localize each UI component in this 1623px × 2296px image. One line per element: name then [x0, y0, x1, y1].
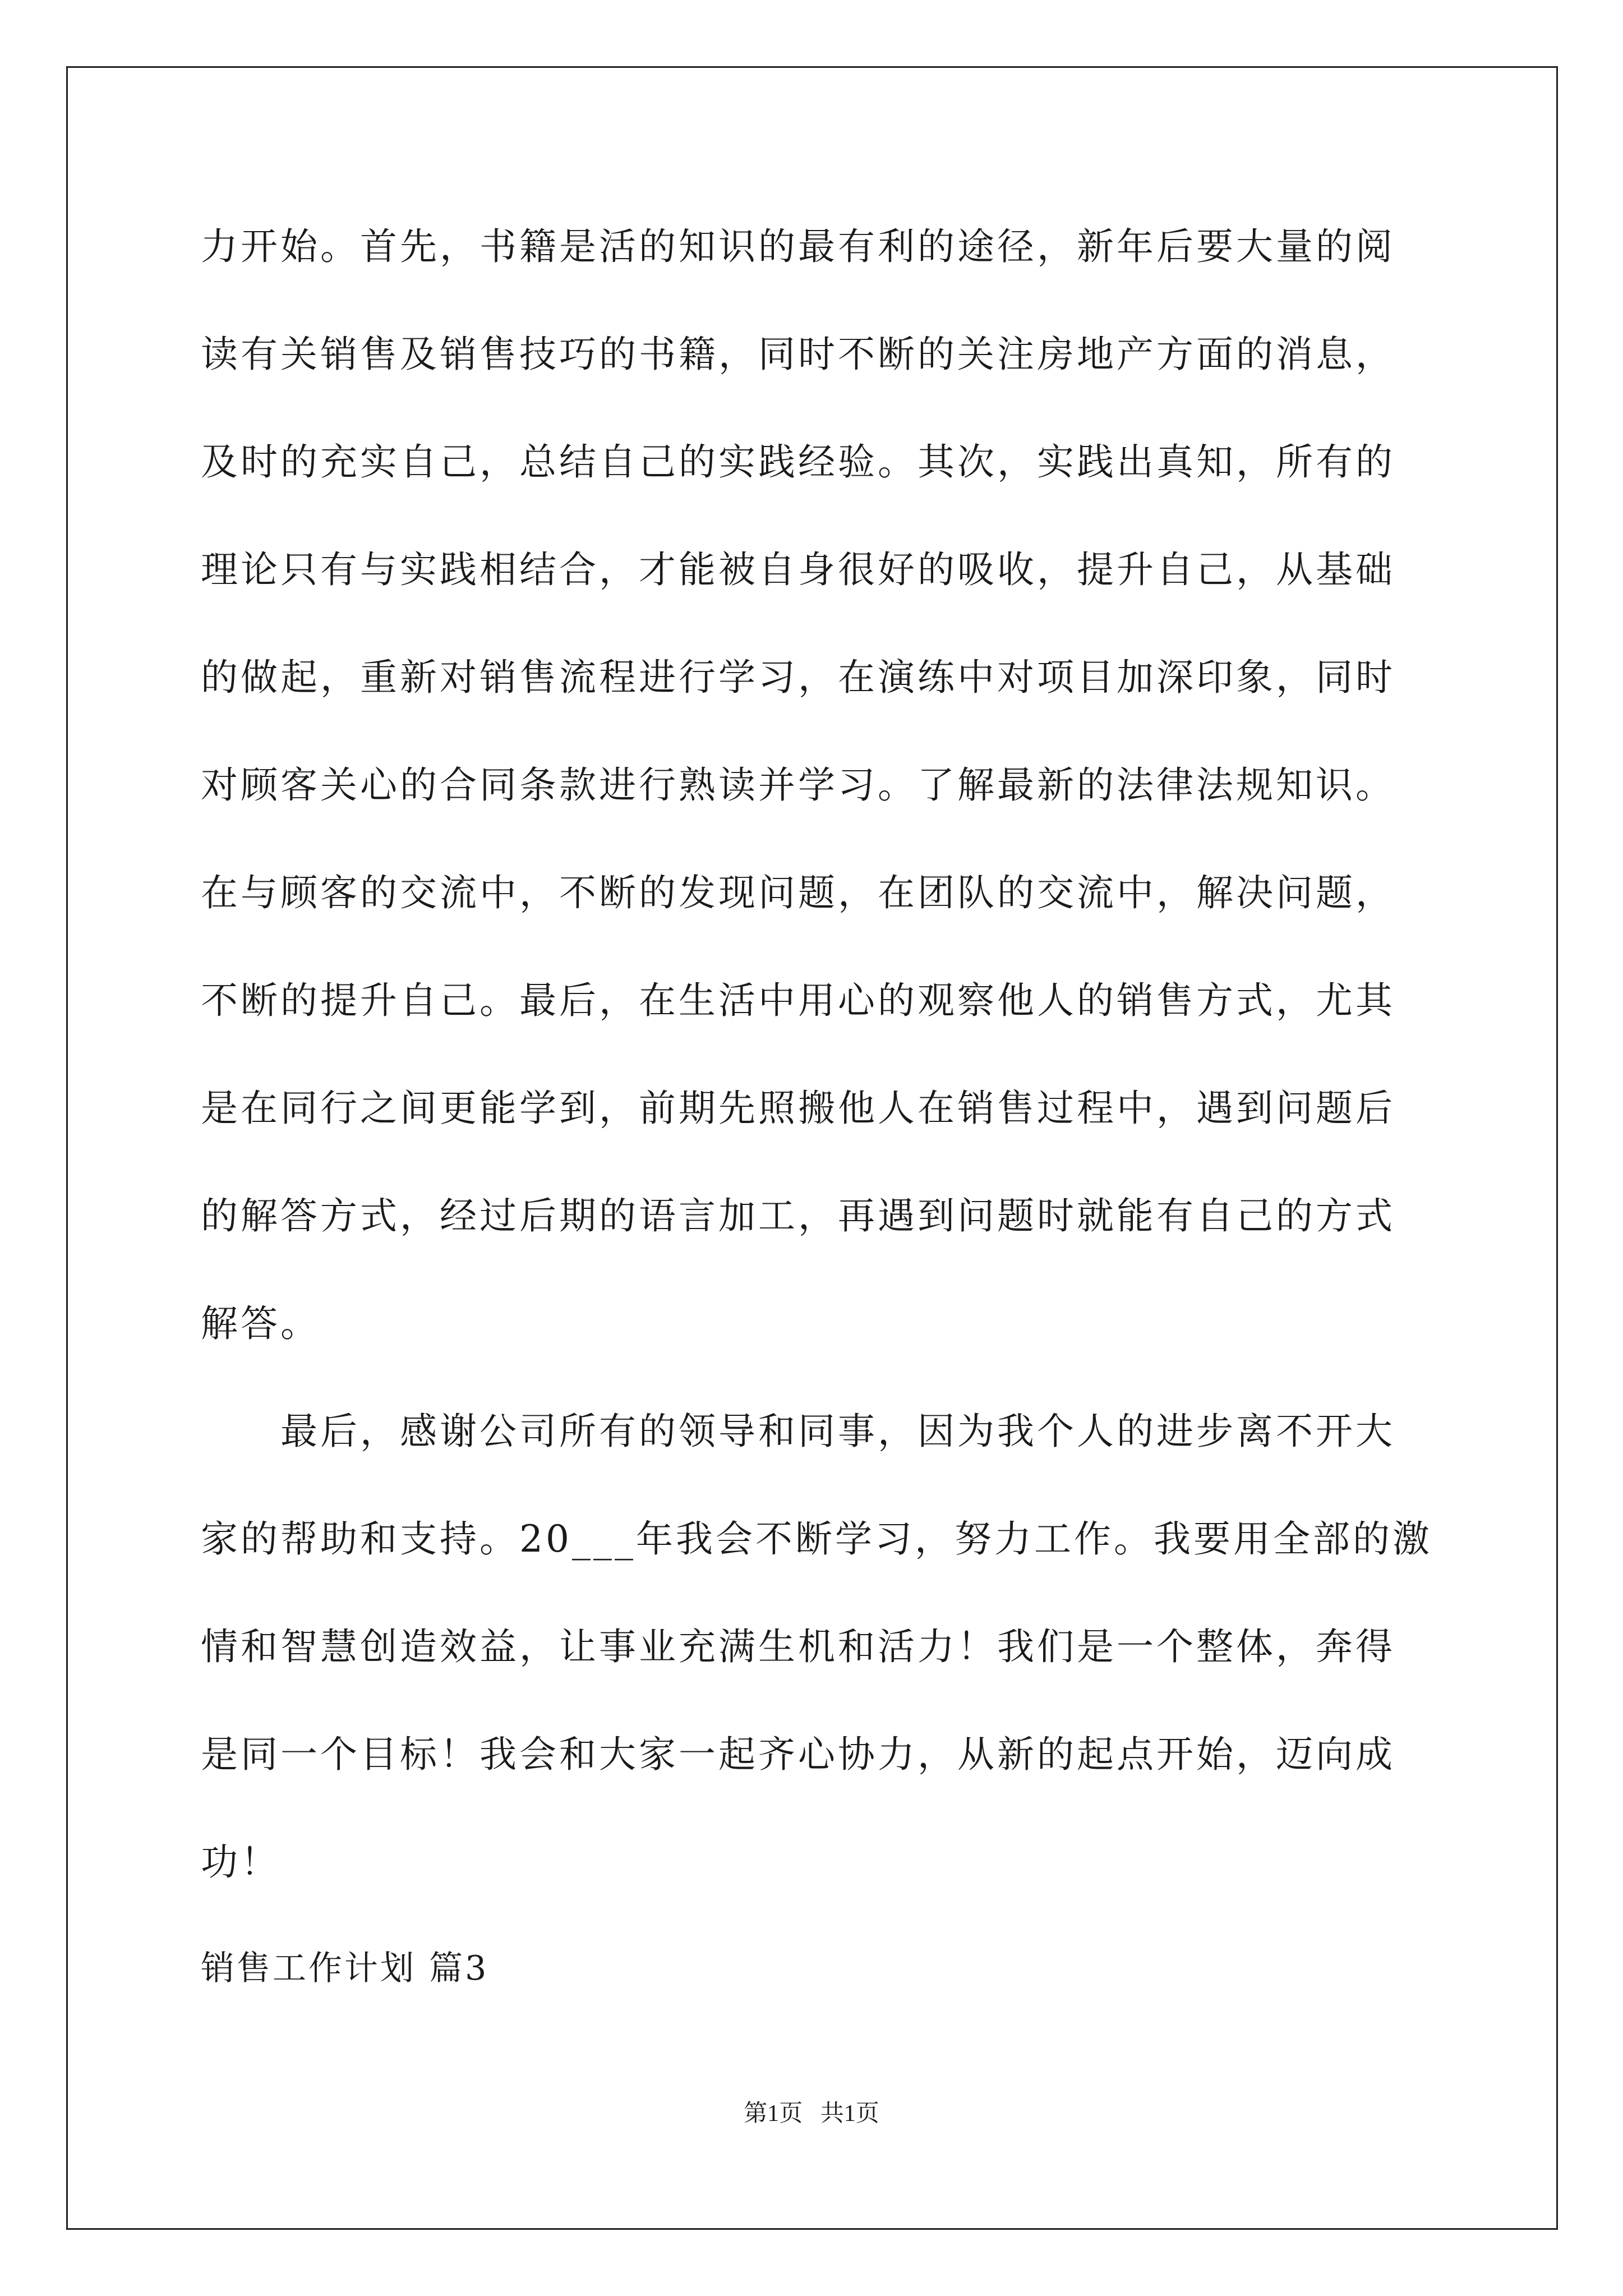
paragraph-1-line-9: 是在同行之间更能学到，前期先照搬他人在销售过程中，遇到问题后: [201, 1087, 1395, 1130]
paragraph-1-line-11: 解答。: [201, 1302, 320, 1345]
paragraph-1-line-2: 读有关销售及销售技巧的书籍，同时不断的关注房地产方面的消息，: [201, 333, 1395, 376]
paragraph-2-line-3: 情和智慧创造效益，让事业充满生机和活力！我们是一个整体，奔得: [201, 1625, 1395, 1668]
paragraph-1-line-3: 及时的充实自己，总结自己的实践经验。其次，实践出真知，所有的: [201, 440, 1395, 484]
paragraph-1-line-8: 不断的提升自己。最后，在生活中用心的观察他人的销售方式，尤其: [201, 979, 1395, 1022]
paragraph-2-line-1: 最后，感谢公司所有的领导和同事，因为我个人的进步离不开大: [280, 1410, 1395, 1453]
paragraph-1-line-4: 理论只有与实践相结合，才能被自身很好的吸收，提升自己，从基础: [201, 548, 1395, 591]
section-heading: 销售工作计划 篇3: [201, 1949, 489, 1988]
paragraph-2-line-2: 家的帮助和支持。20___年我会不断学习，努力工作。我要用全部的激: [201, 1517, 1432, 1561]
paragraph-1-line-7: 在与顾客的交流中，不断的发现问题，在团队的交流中，解决问题，: [201, 871, 1395, 914]
paragraph-1-line-1: 力开始。首先，书籍是活的知识的最有利的途径，新年后要大量的阅: [201, 225, 1395, 268]
page-border: [66, 66, 1558, 2230]
paragraph-1-line-10: 的解答方式，经过后期的语言加工，再遇到问题时就能有自己的方式: [201, 1194, 1395, 1237]
paragraph-2-line-4: 是同一个目标！我会和大家一起齐心协力，从新的起点开始，迈向成: [201, 1733, 1395, 1776]
paragraph-2-line-5: 功！: [201, 1841, 280, 1884]
paragraph-1-line-6: 对顾客关心的合同条款进行熟读并学习。了解最新的法律法规知识。: [201, 763, 1395, 807]
page-number-footer: 第1页 共1页: [744, 2101, 879, 2127]
paragraph-1-line-5: 的做起，重新对销售流程进行学习，在演练中对项目加深印象，同时: [201, 656, 1395, 699]
